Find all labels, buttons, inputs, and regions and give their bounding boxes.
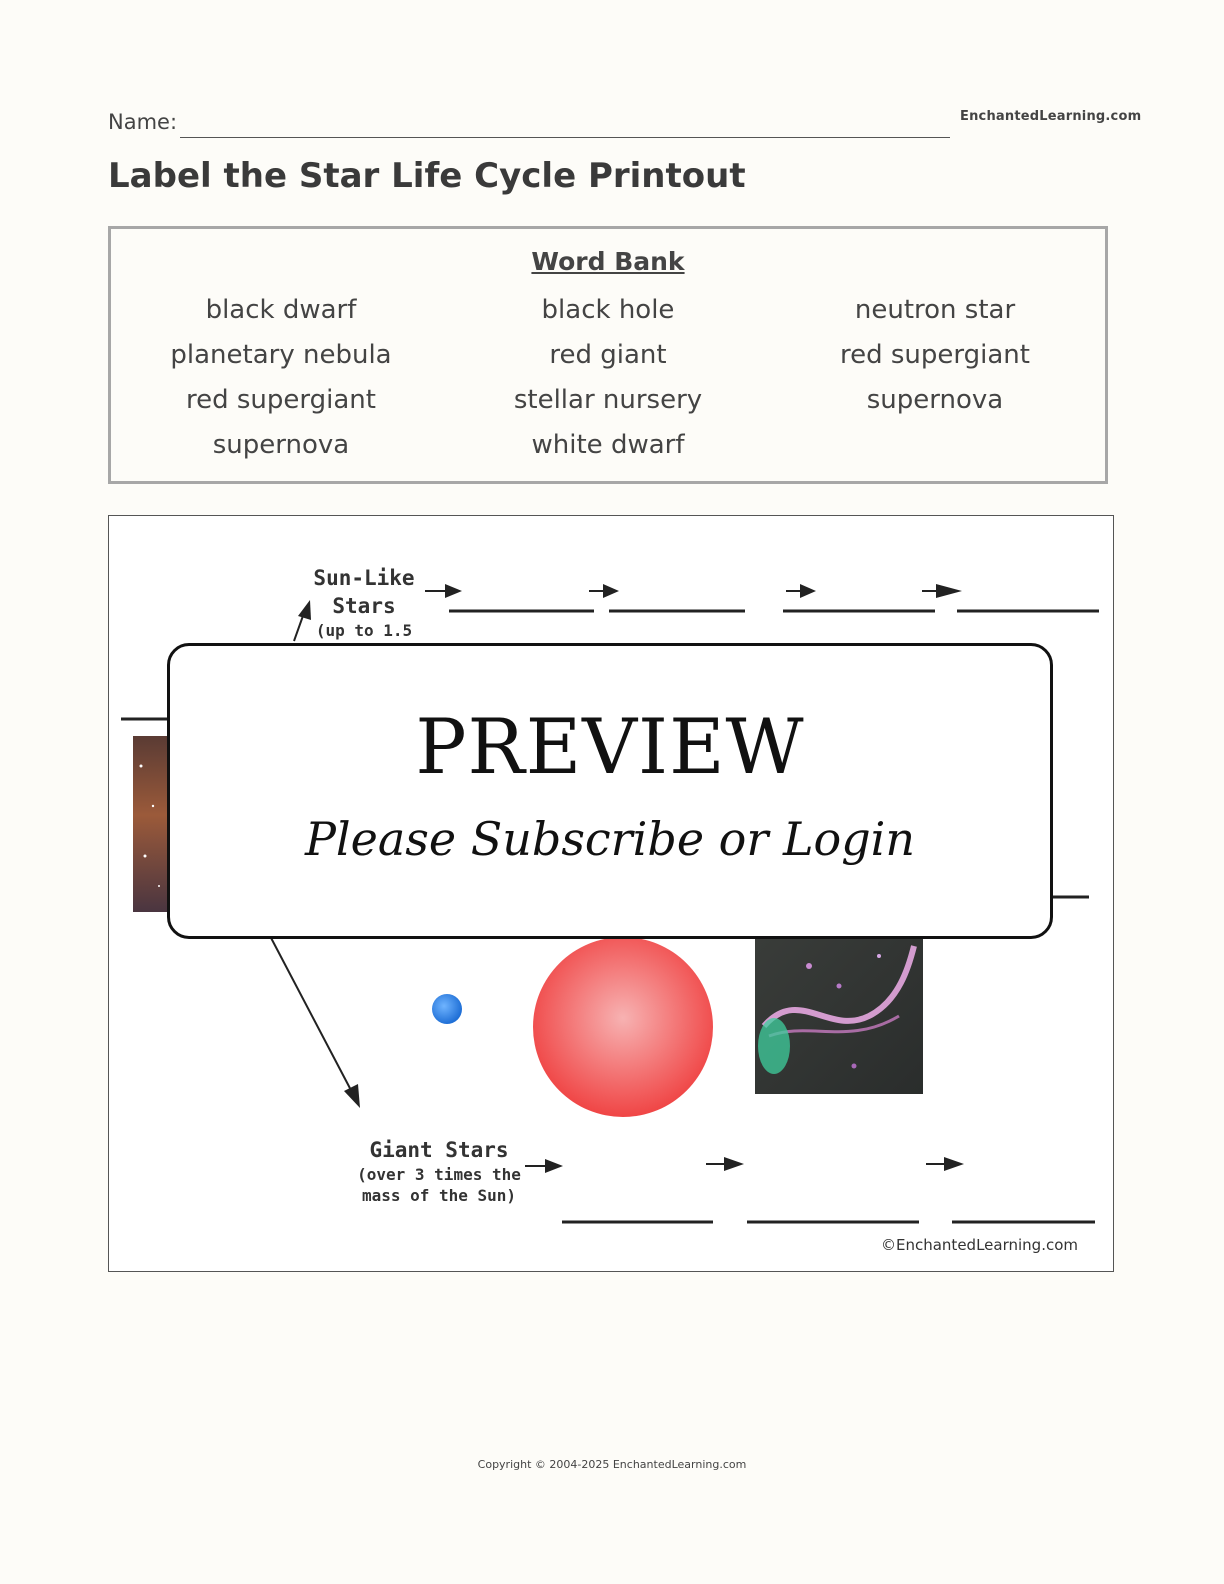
sun-like-arrow-3 [786, 584, 816, 598]
word-bank-column-3 [770, 293, 1100, 428]
sun-like-arrow-2 [589, 584, 619, 598]
word-bank-item: red supergiant [840, 340, 1030, 370]
giant-arrow-3 [926, 1157, 964, 1171]
sun-like-stars-label: Sun-Like Stars (up to 1.5 [313, 566, 415, 640]
word-bank-item: black hole [541, 295, 675, 325]
page-title: Label the Star Life Cycle Printout [108, 156, 746, 196]
word-bank-item: white dwarf [531, 430, 685, 460]
supernova-image [755, 922, 923, 1094]
subscribe-login-prompt[interactable]: Please Subscribe or Login [304, 812, 916, 866]
blue-star-dot [432, 994, 462, 1024]
word-bank-item: supernova [212, 430, 350, 460]
word-bank-item: red giant [549, 340, 667, 370]
stellar-nursery-image [133, 736, 169, 912]
name-label: Name: [108, 110, 178, 134]
word-bank-item: planetary nebula [170, 340, 392, 370]
word-bank-column-1 [116, 293, 446, 473]
name-line[interactable] [180, 137, 950, 138]
sun-like-arrow-4 [922, 584, 962, 598]
word-bank-item: neutron star [854, 295, 1016, 325]
word-bank-item: stellar nursery [513, 385, 703, 415]
giant-stars-label: Giant Stars (over 3 times the mass of the Sun) [357, 1138, 521, 1205]
site-name[interactable]: EnchantedLearning.com [960, 109, 1142, 124]
branch-arrow-down [269, 934, 360, 1108]
diagram-credit: ©EnchantedLearning.com [881, 1236, 1078, 1254]
footer-copyright: Copyright © 2004-2025 EnchantedLearning.com [477, 1458, 747, 1471]
red-supergiant-star [533, 937, 713, 1117]
word-bank-item: red supergiant [186, 385, 376, 415]
word-bank-column-2 [443, 293, 773, 473]
giant-arrow-2 [706, 1157, 744, 1171]
word-bank-item: black dwarf [205, 295, 357, 325]
preview-overlay[interactable] [167, 643, 1053, 939]
preview-title: PREVIEW [415, 702, 805, 791]
word-bank-title: Word Bank [531, 247, 685, 276]
word-bank [108, 226, 1108, 484]
word-bank-item: supernova [866, 385, 1004, 415]
